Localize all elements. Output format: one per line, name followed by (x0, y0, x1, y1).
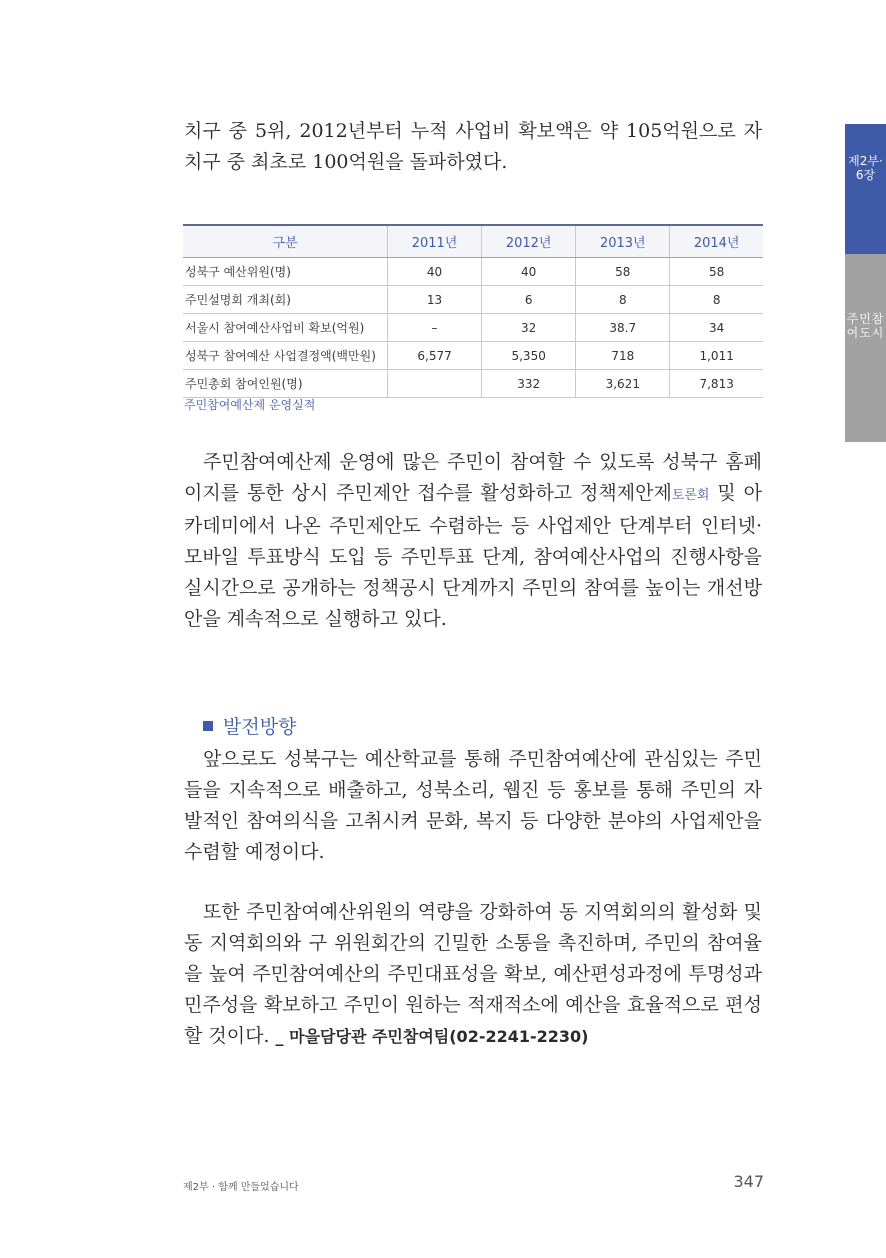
performance-table (183, 224, 763, 398)
row-label: 주민총회 참여인원(명) (183, 370, 388, 398)
table-cell: – (388, 314, 482, 342)
table-cell: 3,621 (576, 370, 670, 398)
header-category: 구분 (183, 225, 388, 258)
section-tab-label: 주민참여도시 (846, 312, 885, 340)
future-text: 또한 주민참여예산위원의 역량을 강화하여 동 지역회의의 활성화 및 동 지역회의와 구 위원회간의 긴밀한 소통을 촉진하며, 주민의 참여율을 높여 주민참여예산의 주민대표성을 확보, 예산편성과정에 투명성과 민주성을 확보하고 주민이 원하는 적재적소에 예산을 효율적으로 편성할 것이다. (184, 901, 762, 1047)
table-caption: 주민참여예산제 운영실적 (184, 398, 316, 412)
table-cell: 32 (482, 314, 576, 342)
table-cell: 8 (576, 286, 670, 314)
table-cell: 7,813 (670, 370, 763, 398)
chapter-tab-label: 제2부·6장 (848, 154, 883, 182)
square-bullet-icon (203, 721, 213, 731)
table-cell: 1,011 (670, 342, 763, 370)
table-cell: 58 (670, 258, 763, 286)
table-row (183, 314, 763, 342)
table-cell: 6 (482, 286, 576, 314)
table-cell: 58 (576, 258, 670, 286)
table-cell: 40 (388, 258, 482, 286)
row-label: 성북구 참여예산 사업결정액(백만원) (183, 342, 388, 370)
footer-title: 제2부 · 함께 만들었습니다 (183, 1182, 299, 1193)
table-cell: 38.7 (576, 314, 670, 342)
header-2011: 2011년 (388, 225, 482, 258)
table-row (183, 370, 763, 398)
header-2014: 2014년 (670, 225, 763, 258)
inline-note: 토론회 (671, 488, 710, 503)
chapter-tab (845, 124, 886, 254)
section-title: 발전방향 (223, 716, 297, 738)
participation-text-2: 및 아카데미에서 나온 주민제안도 수렴하는 등 사업제안 단계부터 인터넷·모바일 투표방식 도입 등 주민투표 단계, 참여예산사업의 진행사항을 실시간으로 공개하는 정책공시 단계까지 주민의 참여를 높이는 개선방안을 계속적으로 실행하고 있다. (184, 482, 762, 630)
table-row (183, 286, 763, 314)
table-cell: 13 (388, 286, 482, 314)
page-number: 347 (733, 1172, 764, 1191)
table-cell: 40 (482, 258, 576, 286)
table-row (183, 342, 763, 370)
table-header-row (183, 225, 763, 258)
row-label: 주민설명회 개최(회) (183, 286, 388, 314)
header-2013: 2013년 (576, 225, 670, 258)
future-paragraph-2 (184, 897, 762, 1052)
table-cell (388, 370, 482, 398)
future-paragraph-1: 앞으로도 성북구는 예산학교를 통해 주민참여예산에 관심있는 주민들을 지속적으로 배출하고, 성북소리, 웹진 등 홍보를 통해 주민의 자발적인 참여의식을 고취시켜 문화, 복지 등 다양한 분야의 사업제안을 수렴할 예정이다. (184, 748, 762, 863)
intro-paragraph: 치구 중 5위, 2012년부터 누적 사업비 확보액은 약 105억원으로 자치구 중 최초로 100억원을 돌파하였다. (184, 120, 762, 173)
table-cell: 8 (670, 286, 763, 314)
header-2012: 2012년 (482, 225, 576, 258)
contact-info: _ 마을담당관 주민참여팀(02-2241-2230) (275, 1027, 589, 1046)
table-cell: 5,350 (482, 342, 576, 370)
section-tab (845, 254, 886, 442)
participation-paragraph (184, 447, 762, 635)
row-label: 성북구 예산위원(명) (183, 258, 388, 286)
table-cell: 332 (482, 370, 576, 398)
participation-text-1: 주민참여예산제 운영에 많은 주민이 참여할 수 있도록 성북구 홈페이지를 통한 상시 주민제안 접수를 활성화하고 정책제안제 (184, 451, 762, 504)
section-heading (203, 712, 296, 739)
table-cell: 718 (576, 342, 670, 370)
row-label: 서울시 참여예산사업비 확보(억원) (183, 314, 388, 342)
table-row (183, 258, 763, 286)
table-cell: 6,577 (388, 342, 482, 370)
table-cell: 34 (670, 314, 763, 342)
